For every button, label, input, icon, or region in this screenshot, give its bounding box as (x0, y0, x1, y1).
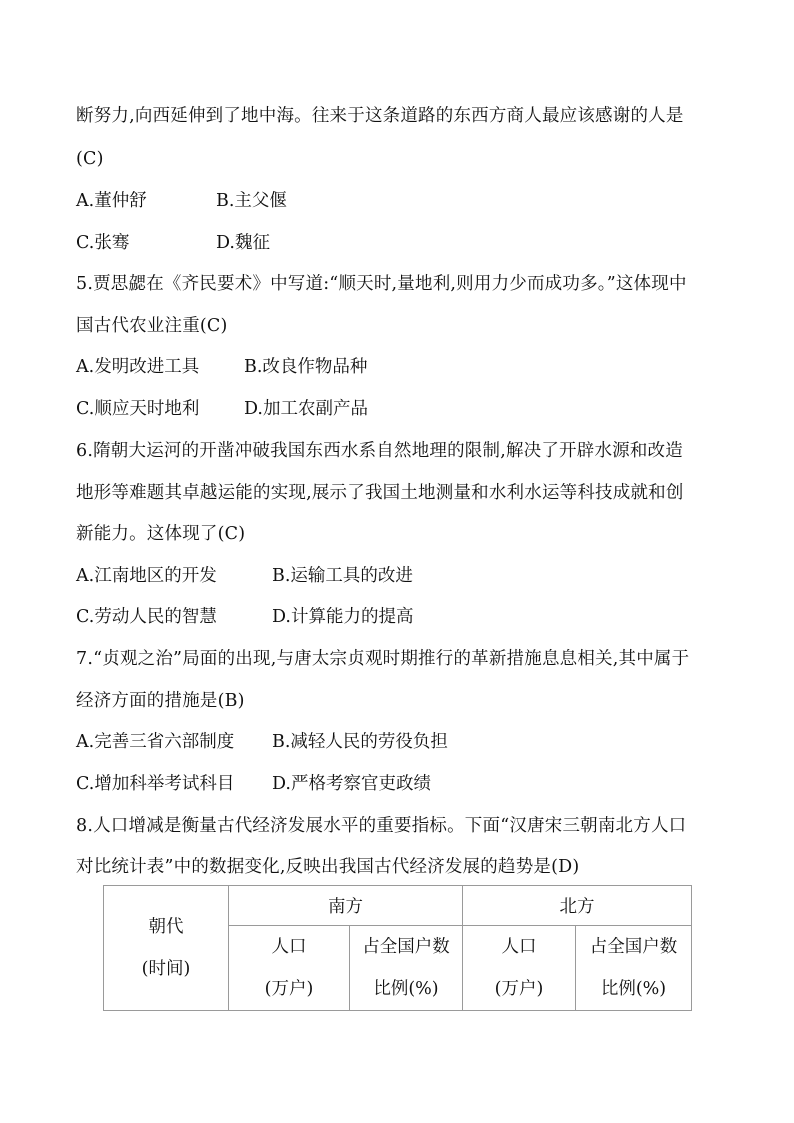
q6-stem-line-1: 6.隋朝大运河的开凿冲破我国东西水系自然地理的限制,解决了开辟水源和改造 (76, 441, 683, 461)
south-ratio-label: 占全国户数 (362, 937, 450, 957)
south-population-label: 人口 (271, 937, 307, 957)
q6-stem-line-2: 地形等难题其卓越运能的实现,展示了我国土地测量和水利水运等科技成就和创 (76, 483, 684, 503)
q5-option-b: B.改良作物品种 (244, 357, 368, 377)
north-population-label: 人口 (501, 937, 537, 957)
q6-stem-line-3: 新能力。这体现了(C) (76, 524, 246, 544)
q4-stem-line-1: 断努力,向西延伸到了地中海。往来于这条道路的东西方商人最应该感谢的人是 (76, 106, 684, 126)
header-south-population (229, 926, 350, 1011)
header-south: 南方 (229, 886, 463, 926)
q7-stem-line-1: 7.“贞观之治”局面的出现,与唐太宗贞观时期推行的革新措施息息相关,其中属于 (76, 649, 690, 669)
header-south-ratio (350, 926, 463, 1011)
south-population-unit: (万户) (264, 979, 314, 999)
table-header-row-1 (104, 886, 692, 926)
north-ratio-label: 占全国户数 (589, 937, 678, 957)
q4-answer: (C) (76, 149, 104, 169)
q8-stem-line-1: 8.人口增减是衡量古代经济发展水平的重要指标。下面“汉唐宋三朝南北方人口 (76, 816, 687, 836)
q4-option-c: C.张骞 (76, 233, 130, 253)
header-north-population (463, 926, 576, 1011)
q7-stem-line-2: 经济方面的措施是(B) (76, 691, 245, 711)
q4-option-d: D.魏征 (216, 233, 270, 253)
header-north-ratio (576, 926, 692, 1011)
south-ratio-unit: 比例(%) (373, 979, 439, 999)
q6-option-c: C.劳动人民的智慧 (76, 607, 217, 627)
q7-option-d: D.严格考察官吏政绩 (272, 774, 431, 794)
header-dynasty-label: 朝代 (148, 917, 184, 937)
q6-option-a: A.江南地区的开发 (76, 566, 217, 586)
q6-option-b: B.运输工具的改进 (272, 566, 413, 586)
q7-option-a: A.完善三省六部制度 (76, 732, 235, 752)
q8-stem-line-2: 对比统计表”中的数据变化,反映出我国古代经济发展的趋势是(D) (76, 857, 580, 877)
q5-option-c: C.顺应天时地利 (76, 399, 200, 419)
q4-option-a: A.董仲舒 (76, 191, 147, 211)
north-population-unit: (万户) (494, 979, 544, 999)
header-dynasty-cell (104, 886, 229, 1011)
header-time-label: (时间) (141, 959, 191, 979)
q4-option-b: B.主父偃 (216, 191, 287, 211)
q6-option-d: D.计算能力的提高 (272, 607, 414, 627)
q5-stem-line-2: 国古代农业注重(C) (76, 316, 228, 336)
q7-option-c: C.增加科举考试科目 (76, 774, 235, 794)
population-table (103, 885, 692, 1011)
north-ratio-unit: 比例(%) (600, 979, 667, 999)
q5-option-d: D.加工农副产品 (244, 399, 368, 419)
q5-option-a: A.发明改进工具 (76, 357, 200, 377)
q5-stem-line-1: 5.贾思勰在《齐民要术》中写道:“顺天时,量地利,则用力少而成功多。”这体现中 (76, 274, 687, 294)
q7-option-b: B.减轻人民的劳役负担 (272, 732, 448, 752)
header-north: 北方 (463, 886, 692, 926)
